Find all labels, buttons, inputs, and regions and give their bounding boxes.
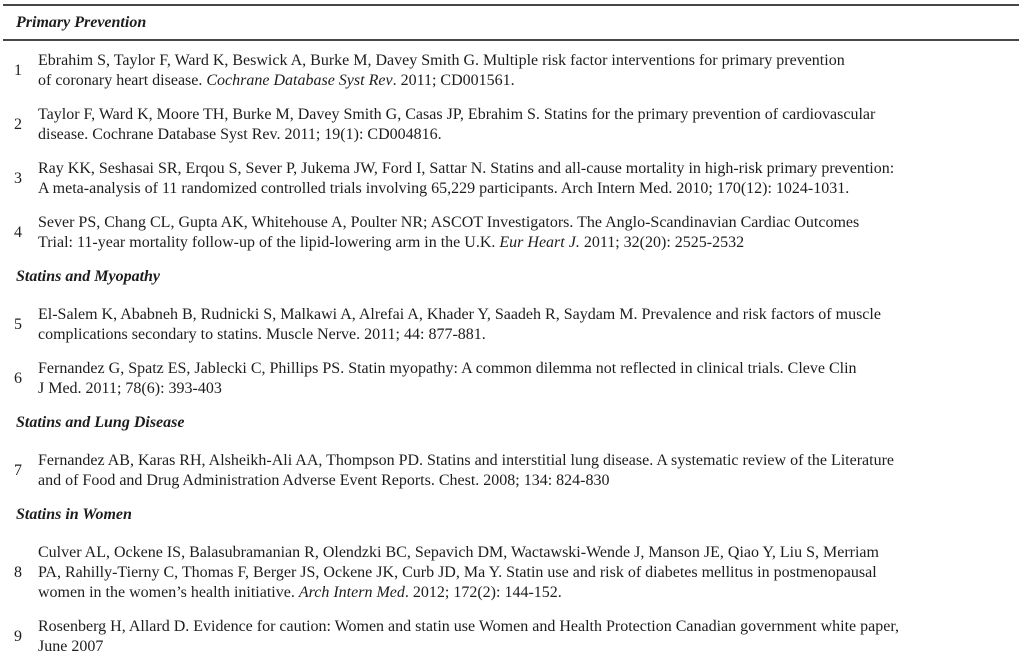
reference-number: 4 <box>14 224 22 241</box>
journal-name: Arch Intern Med <box>298 584 405 601</box>
section <box>14 505 1016 657</box>
citation-segment: PA, Rahilly-Tierny C, Thomas F, Berger JS, Ockene JK, Curb JD, Ma Y. Statin use and risk of diabetes mellitus in postmenopausal <box>38 564 877 581</box>
reference-row <box>14 451 1016 491</box>
reference-line <box>38 159 1016 179</box>
section <box>14 267 1016 399</box>
reference-number: 8 <box>14 564 22 581</box>
reference-number: 9 <box>14 628 22 645</box>
citation-segment: complications secondary to statins. Muscle Nerve. 2011; 44: 877-881. <box>38 326 486 343</box>
reference-line <box>38 125 1016 145</box>
reference-line <box>38 583 1016 603</box>
journal-name: Eur Heart J. <box>499 234 580 251</box>
citation-segment: of coronary heart disease. <box>38 72 207 89</box>
citation-segment: Taylor F, Ward K, Moore TH, Burke M, Davey Smith G, Casas JP, Ebrahim S. Statins for the primary prevention of cardiovascular <box>38 106 876 123</box>
citation-segment: El-Salem K, Ababneh B, Rudnicki S, Malkawi A, Alrefai A, Khader Y, Saadeh R, Saydam M. Prevalence and risk factors of muscle <box>38 306 881 323</box>
reference-text <box>38 359 1016 399</box>
reference-number: 7 <box>14 462 22 479</box>
reference-line <box>38 637 1016 657</box>
reference-line <box>38 359 1016 379</box>
section-heading: Statins and Myopathy <box>16 268 161 285</box>
reference-text <box>38 451 1016 491</box>
reference-line <box>38 563 1016 583</box>
citation-segment: and of Food and Drug Administration Adverse Event Reports. Chest. 2008; 134: 824-830 <box>38 472 610 489</box>
reference-row <box>14 159 1016 199</box>
citation-segment: Ebrahim S, Taylor F, Ward K, Beswick A, Burke M, Davey Smith G. Multiple risk factor interventions for primary prevention <box>38 52 845 69</box>
reference-line <box>38 51 1016 71</box>
journal-name: Cochrane Database Syst Rev <box>206 72 393 89</box>
reference-row <box>14 105 1016 145</box>
reference-line <box>38 379 1016 399</box>
citation-segment: disease. Cochrane Database Syst Rev. 2011; 19(1): CD004816. <box>38 126 442 143</box>
citation-segment: women in the women’s health initiative. <box>38 584 299 601</box>
reference-number: 1 <box>14 62 22 79</box>
citation-segment: Sever PS, Chang CL, Gupta AK, Whitehouse A, Poulter NR; ASCOT Investigators. The Anglo-Scandinavian Cardiac Outcomes <box>38 214 860 231</box>
reference-line <box>38 451 1016 471</box>
reference-row <box>14 305 1016 345</box>
section-heading: Statins in Women <box>16 506 132 523</box>
reference-text <box>38 213 1016 253</box>
reference-number: 6 <box>14 370 22 387</box>
citation-segment: Ray KK, Seshasai SR, Erqou S, Sever P, Jukema JW, Ford I, Sattar N. Statins and all-cause mortality in high-risk primary prevention: <box>38 160 895 177</box>
reference-line <box>38 325 1016 345</box>
reference-line <box>38 213 1016 233</box>
citation-segment: A meta-analysis of 11 randomized controlled trials involving 65,229 participants. Arch Intern Med. 2010; 170(12): 1024-1031. <box>38 180 850 197</box>
citation-segment: Fernandez G, Spatz ES, Jablecki C, Phillips PS. Statin myopathy: A common dilemma not reflected in clinical trials. Cleve Clin <box>38 360 857 377</box>
section <box>14 413 1016 491</box>
reference-line <box>38 71 1016 91</box>
reference-line <box>38 543 1016 563</box>
reference-row <box>14 617 1016 657</box>
reference-row <box>14 359 1016 399</box>
reference-text <box>38 159 1016 199</box>
reference-text <box>38 305 1016 345</box>
reference-number: 5 <box>14 316 22 333</box>
reference-line <box>38 179 1016 199</box>
reference-text <box>38 51 1016 91</box>
reference-row <box>14 213 1016 253</box>
citation-segment: . 2012; 172(2): 144-152. <box>404 584 562 601</box>
reference-line <box>38 305 1016 325</box>
reference-line <box>38 617 1016 637</box>
section <box>14 4 1016 253</box>
heading-underline-rule <box>3 39 1019 41</box>
citation-segment: Trial: 11-year mortality follow-up of the lipid-lowering arm in the U.K. <box>38 234 500 251</box>
citation-segment: June 2007 <box>38 638 104 655</box>
section-heading: Statins and Lung Disease <box>16 414 185 431</box>
reference-line <box>38 471 1016 491</box>
reference-line <box>38 105 1016 125</box>
reference-text <box>38 105 1016 145</box>
reference-line <box>38 233 1016 253</box>
citation-segment: . 2011; CD001561. <box>392 72 515 89</box>
section-heading: Primary Prevention <box>16 14 147 31</box>
top-rule <box>3 4 1019 6</box>
citation-segment: 2011; 32(20): 2525-2532 <box>579 234 745 251</box>
reference-row <box>14 543 1016 603</box>
reference-number: 3 <box>14 170 22 187</box>
reference-text <box>38 543 1016 603</box>
citation-segment: J Med. 2011; 78(6): 393-403 <box>38 380 222 397</box>
reference-text <box>38 617 1016 657</box>
reference-row <box>14 51 1016 91</box>
citation-segment: Fernandez AB, Karas RH, Alsheikh-Ali AA, Thompson PD. Statins and interstitial lung disease. A systematic review of the Literature <box>38 452 895 469</box>
reference-number: 2 <box>14 116 22 133</box>
citation-segment: Culver AL, Ockene IS, Balasubramanian R, Olendzki BC, Sepavich DM, Wactawski-Wende J, Manson JE, Qiao Y, Liu S, Merriam <box>38 544 879 561</box>
citation-segment: Rosenberg H, Allard D. Evidence for caution: Women and statin use Women and Health Protection Canadian government white paper, <box>38 618 900 635</box>
